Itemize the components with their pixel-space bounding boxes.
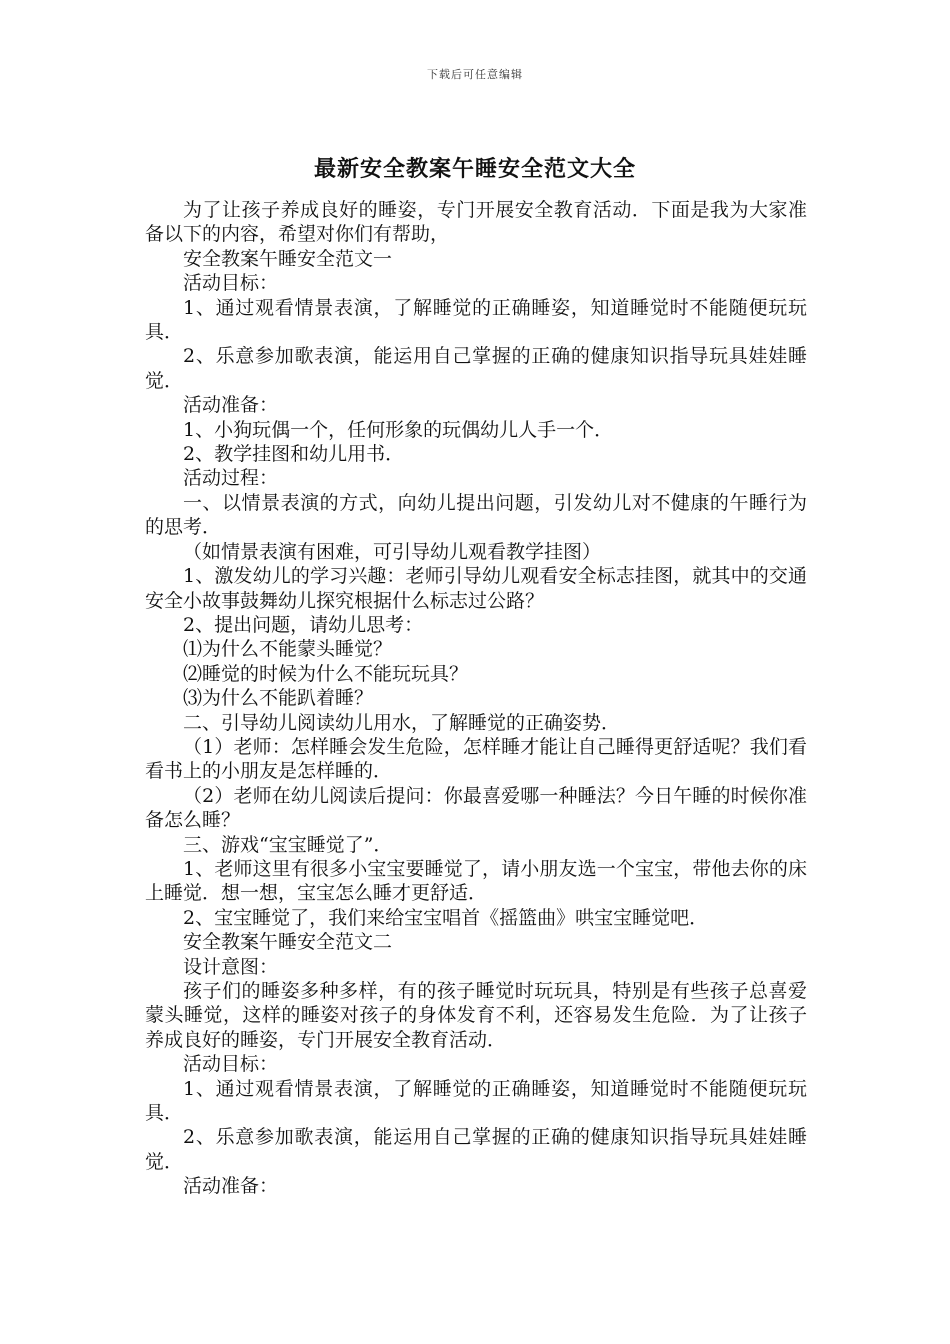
document-title: 最新安全教案午睡安全范文大全 [313,156,636,182]
page-header-note: 下载后可任意编辑 [427,68,523,81]
document-body [145,198,807,1199]
paragraph: （2）老师在幼儿阅读后提问：你最喜爱哪一种睡法？今日午睡的时候你准备怎么睡？ [145,784,807,832]
paragraph-subheading: 活动目标： [183,1053,279,1076]
paragraph-subheading: 活动过程： [183,467,279,490]
paragraph: （如情景表演有困难，可引导幼儿观看教学挂图） [183,540,602,563]
paragraph: 三、游戏“宝宝睡觉了”． [183,833,393,856]
paragraph-section-heading: 安全教案午睡安全范文二 [183,931,393,954]
paragraph-subheading: 活动目标： [183,272,279,295]
paragraph: 孩子们的睡姿多种多样，有的孩子睡觉时玩玩具，特别是有些孩子总喜爱蒙头睡觉，这样的睡姿对孩子的身体发育不利，还容易发生危险．为了让孩子养成良好的睡姿，专门开展安全教育活动． [145,980,807,1051]
paragraph: ⑴为什么不能蒙头睡觉？ [183,638,393,661]
paragraph: ⑶为什么不能趴着睡？ [183,687,374,710]
paragraph: 1、通过观看情景表演，了解睡觉的正确睡姿，知道睡觉时不能随便玩玩具． [145,296,807,344]
paragraph: 一、以情景表演的方式，向幼儿提出问题，引发幼儿对不健康的午睡行为的思考． [145,491,807,539]
paragraph-subheading: 活动准备： [183,394,279,417]
paragraph: 2、提出问题，请幼儿思考： [183,613,424,636]
paragraph: ⑵睡觉的时候为什么不能玩玩具？ [183,662,469,685]
paragraph-intro: 为了让孩子养成良好的睡姿，专门开展安全教育活动．下面是我为大家准备以下的内容，希望对你们有帮助， [145,199,807,246]
paragraph: 2、乐意参加歌表演，能运用自己掌握的正确的健康知识指导玩具娃娃睡觉． [145,345,807,392]
paragraph: 1、通过观看情景表演，了解睡觉的正确睡姿，知道睡觉时不能随便玩玩具． [145,1077,807,1125]
paragraph: 1、激发幼儿的学习兴趣：老师引导幼儿观看安全标志挂图，就其中的交通安全小故事鼓舞幼儿探究根据什么标志过公路？ [145,565,807,612]
paragraph: 2、乐意参加歌表演，能运用自己掌握的正确的健康知识指导玩具娃娃睡觉． [145,1126,807,1173]
paragraph-subheading: 设计意图： [183,955,279,978]
paragraph: 1、老师这里有很多小宝宝要睡觉了，请小朋友选一个宝宝，带他去你的床上睡觉．想一想，宝宝怎么睡才更舒适． [145,857,807,905]
paragraph: 2、宝宝睡觉了，我们来给宝宝唱首《摇篮曲》哄宝宝睡觉吧． [183,906,709,929]
paragraph: 1、小狗玩偶一个，任何形象的玩偶幼儿人手一个． [183,418,614,441]
paragraph: （1）老师：怎样睡会发生危险，怎样睡才能让自己睡得更舒适呢？我们看看书上的小朋友是怎样睡的． [145,735,807,783]
paragraph-section-heading: 安全教案午睡安全范文一 [183,247,393,270]
paragraph: 二、引导幼儿阅读幼儿用水，了解睡觉的正确姿势． [183,711,621,734]
paragraph-subheading: 活动准备： [183,1175,279,1198]
paragraph: 2、教学挂图和幼儿用书． [183,443,405,466]
